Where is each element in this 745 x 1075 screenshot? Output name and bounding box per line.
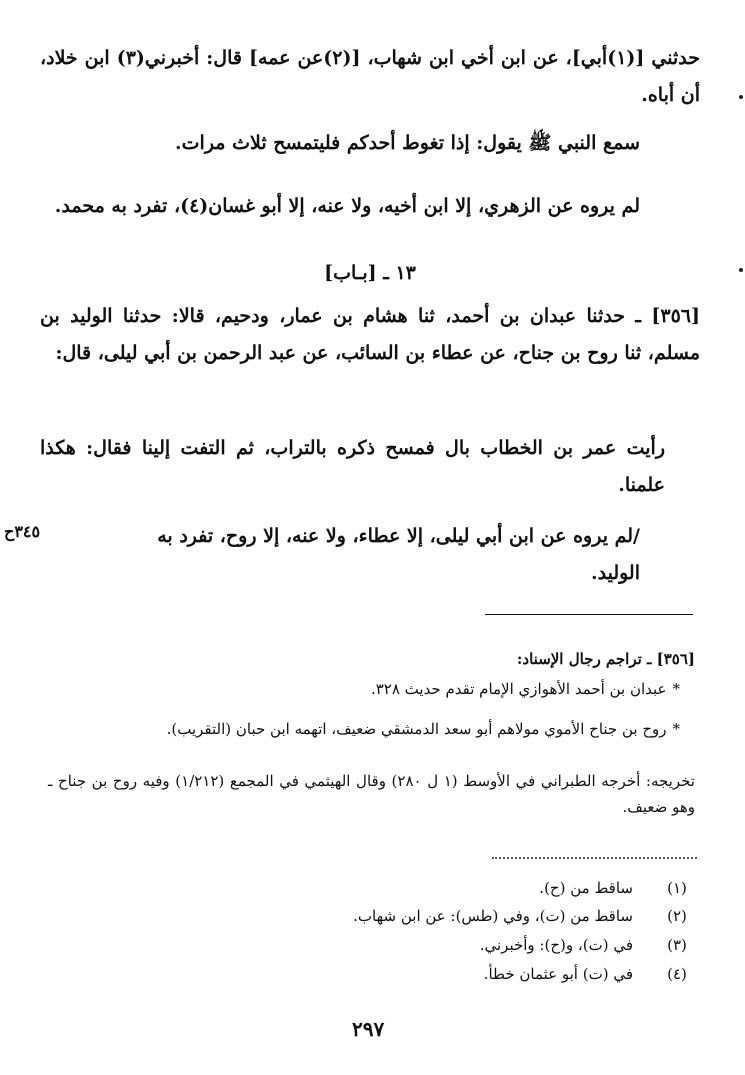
margin-dot — [739, 268, 743, 272]
commentary-heading: [٣٥٦] ـ تراجم رجال الإسناد: — [516, 650, 695, 668]
hadith-note: لم يروه عن الزهري، إلا ابن أخيه، ولا عنه، إلا أبو غسان(٤)، تفرد به محمد. — [54, 195, 640, 217]
footnote-text: ساقط من (ح). — [539, 879, 633, 897]
footnote-number: (٢) — [667, 907, 687, 925]
footnote-item — [97, 876, 697, 900]
hadith-text: سمع النبي ﷺ يقول: إذا تغوط أحدكم فليتمسح ثلاث مرات. — [175, 132, 640, 154]
footnote-text: في (ت) أبو عثمان خطأ. — [483, 965, 633, 983]
note-356: /لم يروه عن ابن أبي ليلى، إلا عطاء، ولا عنه، إلا روح، تفرد به الوليد. — [157, 525, 640, 584]
bullet-icon: * — [672, 680, 680, 698]
footnote-text: في (ت)، و(ح): وأخبرني. — [479, 936, 633, 954]
isnad-356: [٣٥٦] ـ حدثنا عبدان بن أحمد، ثنا هشام بن عمار، ودحيم، قالا: حدثنا الوليد بن مسلم، ثنا روح بن جناح، عن عطاء بن السائب، عن عبد الرحمن بن أبي ليلى، قال: — [40, 305, 700, 364]
narrator-text: عبدان بن أحمد الأهوازي الإمام تقدم حديث ٣٢٨. — [370, 680, 667, 698]
narrator-entry — [40, 676, 680, 702]
page-number: ٢٩٧ — [352, 1017, 385, 1041]
separator-rule — [485, 614, 693, 615]
footnote-number: (٣) — [667, 936, 687, 954]
footnote-separator — [492, 857, 697, 859]
margin-reference: ٣٤٥ح — [4, 522, 41, 541]
hadith-intro: حدثني [(١)أبي]، عن ابن أخي ابن شهاب، [(٢)عن عمه] قال: أخبرني(٣) ابن خلاد، أن أباه. — [40, 47, 700, 106]
footnote-item — [97, 962, 697, 986]
takhrij-paragraph: تخريجه: أخرجه الطبراني في الأوسط (١ ل ٢٨٠) وقال الهيثمي في المجمع (١/٢١٢) وفيه روح بن جناح ـ وهو ضعيف. — [48, 772, 695, 816]
footnote-number: (١) — [667, 879, 687, 897]
narrator-text: روح بن جناح الأموي مولاهم أبو سعد الدمشقي ضعيف، اتهمه ابن حبان (التقريب). — [166, 720, 667, 738]
bullet-icon: * — [672, 720, 680, 738]
margin-dot — [739, 95, 743, 99]
footnote-text: ساقط من (ت)، وفي (طس): عن ابن شهاب. — [353, 907, 633, 925]
footnote-item — [97, 933, 697, 957]
matn-356: رأيت عمر بن الخطاب بال فمسح ذكره بالتراب، ثم التفت إلينا فقال: هكذا علمنا. — [40, 437, 665, 496]
narrator-entry — [40, 716, 680, 742]
footnote-item — [97, 904, 697, 928]
chapter-heading: ١٣ ـ [بـاب] — [324, 262, 416, 284]
footnote-number: (٤) — [667, 965, 687, 983]
